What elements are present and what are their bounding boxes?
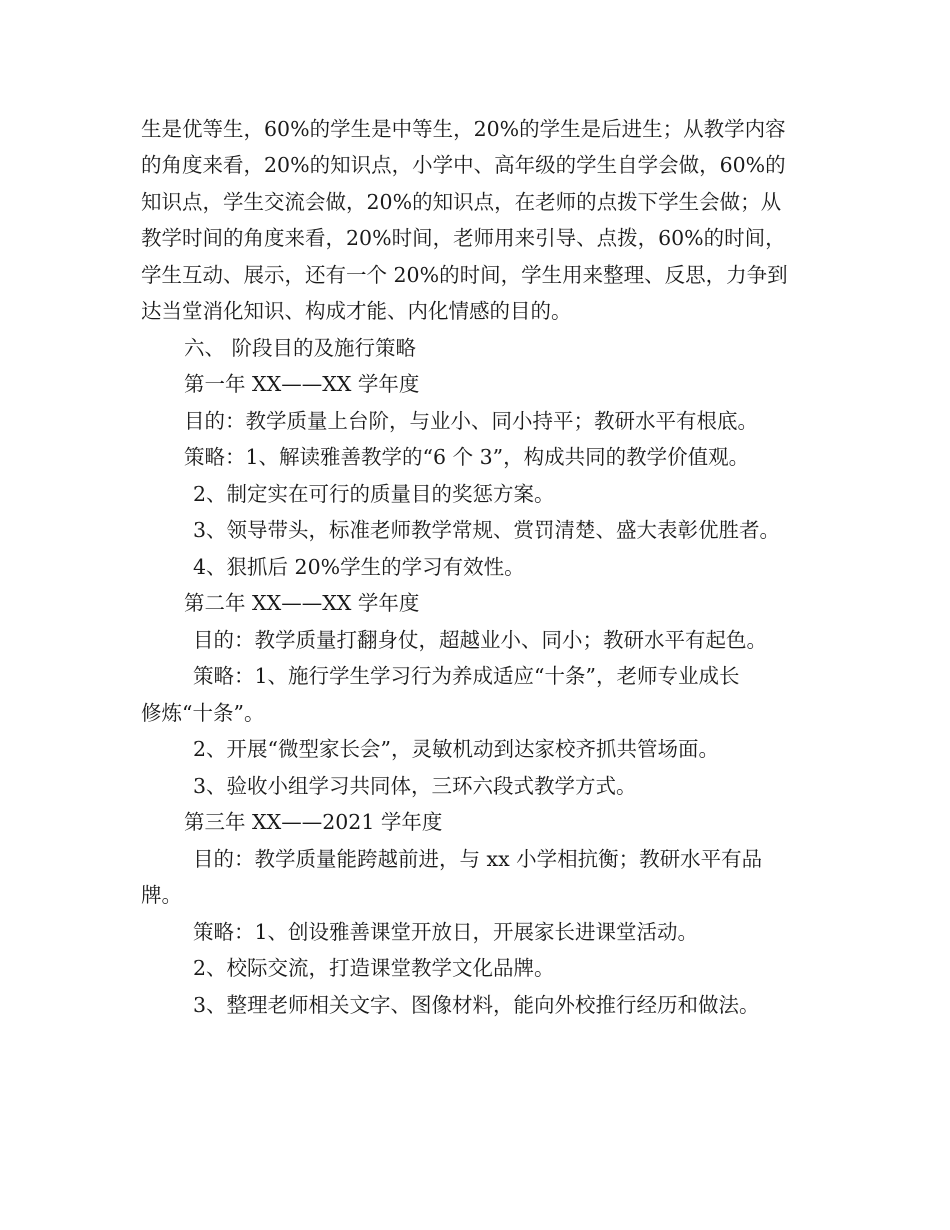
section-heading: 六、 阶段目的及施行策略 — [184, 336, 417, 360]
strategy-item: 3、整理老师相关文字、图像材料，能向外校推行经历和做法。 — [193, 993, 760, 1017]
year-heading: 第一年 XX——XX 学年度 — [184, 372, 420, 396]
year-heading: 第二年 XX——XX 学年度 — [184, 591, 420, 615]
strategy-text: 策略：1、施行学生学习行为养成适应“十条”，老师专业成长 — [193, 664, 740, 688]
year-heading: 第三年 XX——2021 学年度 — [184, 810, 443, 834]
text-line: 知识点，学生交流会做，20%的知识点，在老师的点拨下学生会做；从 — [141, 190, 782, 214]
strategy-item: 4、狠抓后 20%学生的学习有效性。 — [193, 555, 525, 579]
strategy-text: 策略：1、创设雅善课堂开放日，开展家长进课堂活动。 — [193, 920, 699, 944]
text-line: 达当堂消化知识、构成才能、内化情感的目的。 — [141, 299, 572, 323]
text-line: 修炼“十条”。 — [141, 701, 265, 725]
text-line: 牌。 — [141, 883, 182, 907]
strategy-item: 2、制定实在可行的质量目的奖惩方案。 — [193, 482, 555, 506]
text-line: 的角度来看，20%的知识点，小学中、高年级的学生自学会做，60%的 — [141, 153, 786, 177]
strategy-item: 2、开展“微型家长会”，灵敏机动到达家校齐抓共管场面。 — [193, 737, 720, 761]
strategy-item: 3、验收小组学习共同体，三环六段式教学方式。 — [193, 774, 637, 798]
text-line: 生是优等生，60%的学生是中等生，20%的学生是后进生；从教学内容 — [141, 117, 786, 141]
goal-text: 目的：教学质量上台阶，与业小、同小持平；教研水平有根底。 — [184, 409, 758, 433]
goal-text: 目的：教学质量打翻身仗，超越业小、同小；教研水平有起色。 — [193, 628, 767, 652]
text-line: 教学时间的角度来看，20%时间，老师用来引导、点拨，60%的时间， — [141, 226, 786, 250]
strategy-text: 策略：1、解读雅善教学的“6 个 3”，构成共同的教学价值观。 — [184, 445, 750, 469]
strategy-item: 2、校际交流，打造课堂教学文化品牌。 — [193, 956, 555, 980]
strategy-item: 3、领导带头，标准老师教学常规、赏罚清楚、盛大表彰优胜者。 — [193, 518, 781, 542]
text-line: 学生互动、展示，还有一个 20%的时间，学生用来整理、反思，力争到 — [141, 263, 788, 287]
goal-text: 目的：教学质量能跨越前进，与 xx 小学相抗衡；教研水平有品 — [193, 847, 763, 871]
